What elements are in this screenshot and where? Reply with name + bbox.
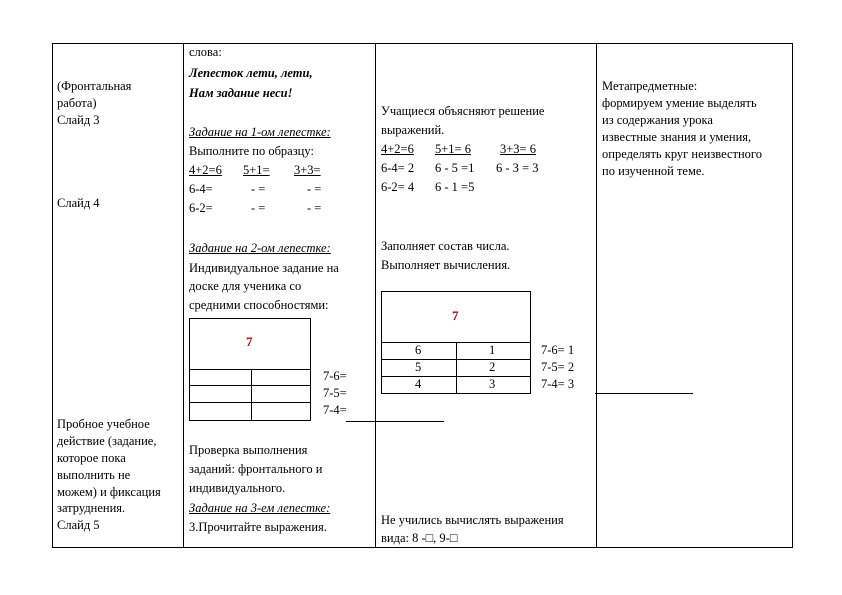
meta-line-6: по изученной теме.	[602, 164, 705, 178]
frontal-work-label-1: (Фронтальная	[57, 79, 132, 93]
number-house-filled	[381, 291, 531, 394]
column-divider-3	[596, 43, 597, 548]
solution-row3-b: 6 - 1 =5	[435, 180, 475, 194]
task2-line-3: средними способностями:	[189, 298, 329, 312]
slide-5-label: Слайд 5	[57, 518, 100, 532]
compose-line-2: Выполняет вычисления.	[381, 258, 511, 272]
sum-7-4: 7-4=	[323, 403, 347, 417]
check-line-2: заданий: фронтального и	[189, 462, 323, 476]
solution-row2-b: 6 - 5 =1	[435, 161, 475, 175]
example-row3-b: - =	[251, 201, 266, 215]
sum-answer-7-4: 7-4= 3	[541, 377, 575, 391]
solution-row1-a: 4+2=6	[381, 142, 414, 156]
example-row1-b: 5+1=	[243, 163, 270, 177]
explain-line-1: Учащиеся объясняют решение	[381, 104, 545, 118]
row-divider-col3	[595, 393, 693, 394]
number-house-empty	[189, 318, 311, 421]
house-roof-number: 7	[246, 334, 253, 349]
meta-line-3: из содержания урока	[602, 113, 713, 127]
words-line: слова:	[189, 45, 222, 59]
column-divider-2	[375, 43, 376, 548]
explain-line-2: выражений.	[381, 123, 445, 137]
trial-line-2: действие (задание,	[57, 434, 157, 448]
task1-instruction: Выполните по образцу:	[189, 144, 314, 158]
trial-line-5: можем) и фиксация	[57, 485, 161, 499]
solution-row2-c: 6 - 3 = 3	[496, 161, 539, 175]
house-center-line	[456, 342, 457, 393]
task3-title: Задание на 3-ем лепестке:	[189, 501, 331, 515]
trial-line-4: выполнить не	[57, 468, 131, 482]
house-line-3	[190, 402, 310, 403]
task3-instruction: 3.Прочитайте выражения.	[189, 520, 327, 534]
meta-line-5: определять круг неизвестного	[602, 147, 762, 161]
trial-line-3: которое пока	[57, 451, 126, 465]
check-line-1: Проверка выполнения	[189, 443, 308, 457]
sum-7-5: 7-5=	[323, 386, 347, 400]
table-bottom-border	[52, 547, 793, 548]
check-line-3: индивидуального.	[189, 481, 286, 495]
frontal-work-label-2: работа)	[57, 96, 97, 110]
table-right-border	[792, 43, 793, 548]
solution-row1-b: 5+1= 6	[435, 142, 471, 156]
house-roof-number: 7	[452, 308, 459, 323]
row-divider-col2	[346, 421, 444, 422]
house-cell: 1	[489, 343, 496, 357]
task1-title: Задание на 1-ом лепестке:	[189, 125, 331, 139]
example-row1-c: 3+3=	[294, 163, 321, 177]
poem-line-1: Лепесток лети, лети,	[189, 66, 313, 80]
sum-answer-7-5: 7-5= 2	[541, 360, 575, 374]
meta-line-2: формируем умение выделять	[602, 96, 757, 110]
house-line-1	[190, 369, 310, 370]
example-row1-a: 4+2=6	[189, 163, 222, 177]
solution-row1-c: 3+3= 6	[500, 142, 536, 156]
compose-line-1: Заполняет состав числа.	[381, 239, 510, 253]
slide-3-label: Слайд 3	[57, 113, 100, 127]
example-row2-a: 6-4=	[189, 182, 213, 196]
slide-4-label: Слайд 4	[57, 196, 100, 210]
sum-answer-7-6: 7-6= 1	[541, 343, 575, 357]
house-cell: 5	[415, 360, 422, 374]
sum-7-6: 7-6=	[323, 369, 347, 383]
task2-title: Задание на 2-ом лепестке:	[189, 241, 331, 255]
trial-line-1: Пробное учебное	[57, 417, 150, 431]
trial-line-6: затруднения.	[57, 501, 126, 515]
house-cell: 4	[415, 377, 422, 391]
table-top-border	[52, 43, 793, 44]
column-divider-1	[183, 43, 184, 548]
house-cell: 6	[415, 343, 422, 357]
task2-line-1: Индивидуальное задание на	[189, 261, 339, 275]
example-row3-a: 6-2=	[189, 201, 213, 215]
house-center-line	[251, 369, 252, 420]
meta-line-4: известные знания и умения,	[602, 130, 752, 144]
fail-line-2: вида: 8 -□, 9-□	[381, 531, 458, 545]
example-row3-c: - =	[307, 201, 322, 215]
solution-row2-a: 6-4= 2	[381, 161, 415, 175]
fail-line-1: Не учились вычислять выражения	[381, 513, 564, 527]
example-row2-b: - =	[251, 182, 266, 196]
solution-row3-a: 6-2= 4	[381, 180, 415, 194]
house-cell: 3	[489, 377, 496, 391]
poem-line-2: Нам задание неси!	[189, 86, 293, 100]
meta-line-1: Метапредметные:	[602, 79, 698, 93]
house-line-2	[190, 385, 310, 386]
task2-line-2: доске для ученика со	[189, 279, 302, 293]
example-row2-c: - =	[307, 182, 322, 196]
house-cell: 2	[489, 360, 496, 374]
table-left-border	[52, 43, 53, 548]
